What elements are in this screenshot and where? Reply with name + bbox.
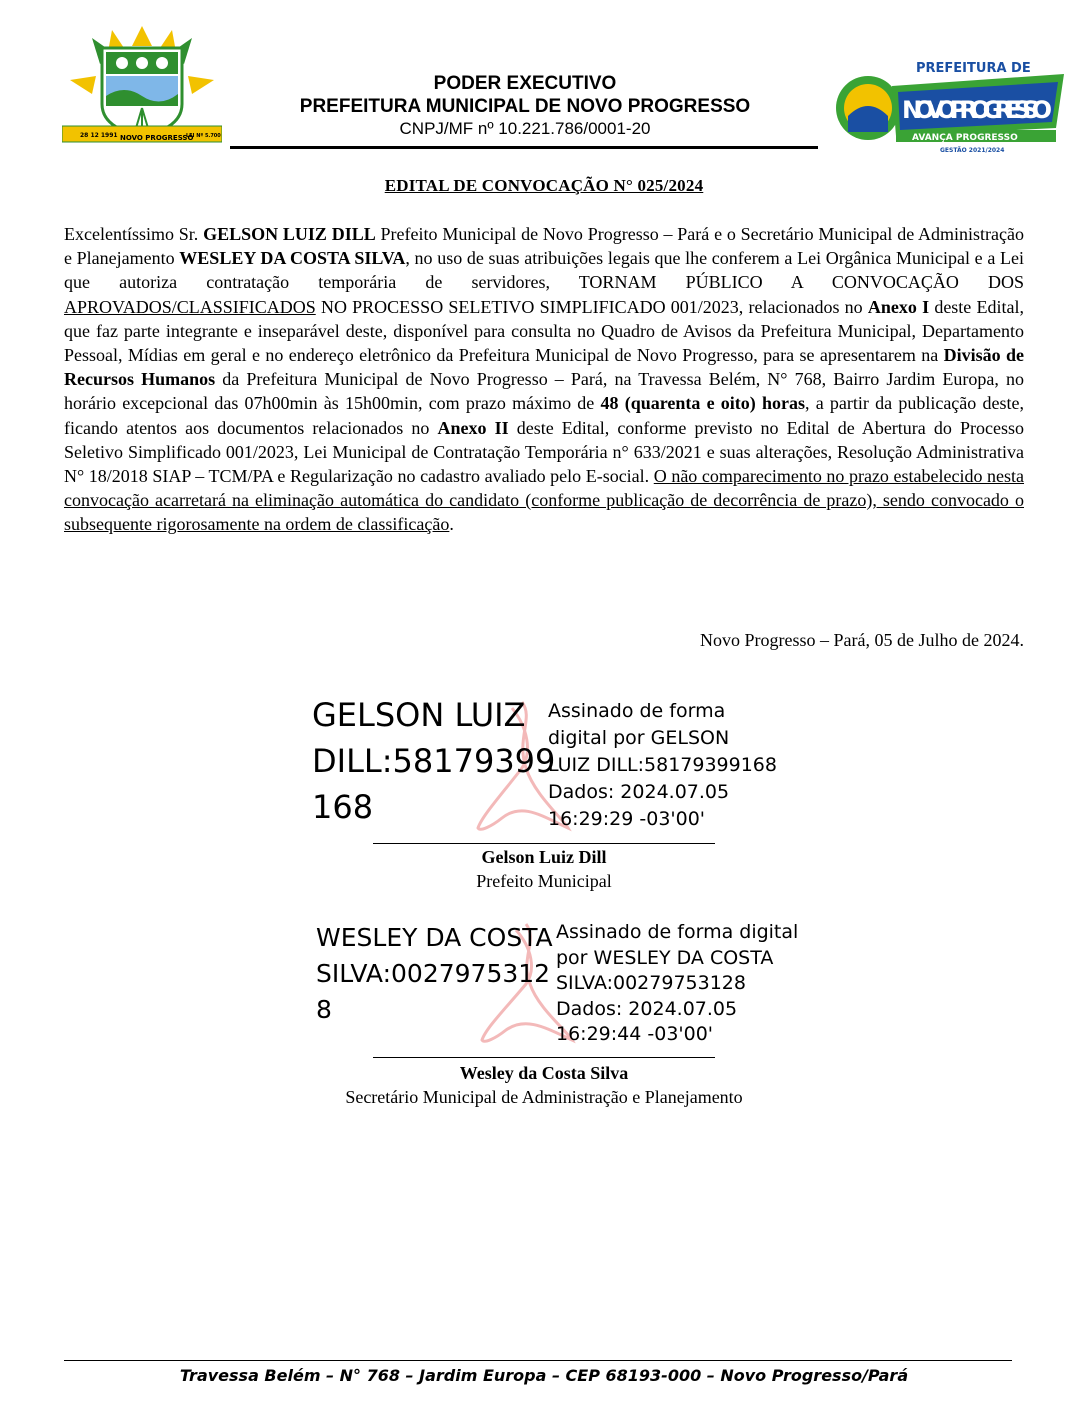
coat-of-arms-logo	[62, 24, 222, 152]
body-paragraph: Excelentíssimo Sr. GELSON LUIZ DILL Prefeito Municipal de Novo Progresso – Pará e o Secretário Municipal de Administração e Planejamento WESLEY DA COSTA SILVA, no uso de suas atribuições legais que lhe conferem a Lei Orgânica Municipal e a Lei que autoriza contratação temporária de servidores, TORNAM PÚBLICO A CONVOCAÇÃO DOS APROVADOS/CLASSIFICADOS NO PROCESSO SELETIVO SIMPLIFICADO 001/2023, relacionados no Anexo I deste Edital, que faz parte integrante e inseparável deste, disponível para consulta no Quadro de Avisos da Prefeitura Municipal, Departamento Pessoal, Mídias em geral e no endereço eletrônico da Prefeitura Municipal de Novo Progresso, para se apresentarem na Divisão de Recursos Humanos da Prefeitura Municipal de Novo Progresso – Pará, na Travessa Belém, N° 768, Bairro Jardim Europa, no horário excepcional das 07h00min às 15h00min, com prazo máximo de 48 (quarenta e oito) horas, a partir da publicação deste, ficando atentos aos documentos relacionados no Anexo II deste Edital, conforme previsto no Edital de Abertura do Processo Seletivo Simplificado 001/2023, Lei Municipal de Contratação Temporária n° 633/2021 e suas alterações, Resolução Administrativa N° 18/2018 SIAP – TCM/PA e Regularização no cadastro avaliado pelo E-social. O não comparecimento no prazo estabelecido nesta convocação acarretará na eliminação automática do candidato (conforme publicação de decorrência de prazo), sendo convocado o subsequente rigorosamente na ordem de classificação.	[64, 224, 1025, 535]
header-cnpj: CNPJ/MF nº 10.221.786/0001-20	[399, 119, 651, 138]
signature-2-name-block: WESLEY DA COSTA SILVA:0027975312 8	[316, 923, 553, 1024]
document-title: EDITAL DE CONVOCAÇÃO N° 025/2024	[384, 176, 704, 195]
header-line1: PODER EXECUTIVO	[433, 73, 617, 94]
secretary-name: WESLEY DA COSTA SILVA	[179, 248, 406, 269]
signature-1-name-block: GELSON LUIZ DILL:58179399 168	[312, 696, 556, 826]
header-line2: PREFEITURA MUNICIPAL DE NOVO PROGRESSO	[299, 96, 751, 117]
logo-term: GESTÃO 2021/2024	[940, 147, 1005, 154]
signer-1-role: Prefeito Municipal	[476, 871, 612, 891]
digital-signature-1	[312, 692, 792, 842]
logo-top-text: PREFEITURA DE	[916, 61, 1031, 76]
coat-name: NOVO PROGRESSO	[120, 134, 194, 142]
coat-date: 28 12 1991	[80, 132, 118, 139]
signature-1-details: Assinado de forma digital por GELSON LUIZ DILL:58179399168 Dados: 2024.07.05 16:29:29 -03'00'	[548, 700, 777, 830]
signature-line-2	[373, 1057, 715, 1058]
logo-slogan: AVANÇA PROGRESSO	[912, 133, 1018, 143]
letterhead	[230, 72, 820, 140]
digital-signature-2	[316, 920, 799, 1050]
novo-progresso-logo	[836, 56, 1068, 160]
mayor-name: GELSON LUIZ DILL	[203, 224, 376, 244]
signature-line-1	[373, 843, 715, 844]
signer-2-role: Secretário Municipal de Administração e Planejamento	[345, 1087, 743, 1107]
coat-law: LEI Nº 5.700	[186, 133, 221, 139]
date-line: Novo Progresso – Pará, 05 de Julho de 2024.	[700, 630, 1024, 650]
signature-2-details: Assinado de forma digital por WESLEY DA COSTA SILVA:00279753128 Dados: 2024.07.05 16:29:44 -03'00'	[556, 921, 799, 1045]
footer-address: Travessa Belém – N° 768 – Jardim Europa – CEP 68193-000 – Novo Progresso/Pará	[179, 1366, 909, 1385]
warning-text: O não comparecimento no prazo estabelecido nesta convocação acarretará na eliminação automática do candidato (conforme publicação de decorrência de prazo), sendo convocado o subsequente rigorosamente na ordem de classificação	[64, 466, 1025, 535]
logo-main-text: NOVO PROGRESSO	[902, 96, 1052, 124]
footer-rule	[64, 1360, 1012, 1361]
signer-2-name: Wesley da Costa Silva	[459, 1063, 629, 1083]
signer-1-name: Gelson Luiz Dill	[481, 847, 607, 867]
header-rule	[230, 146, 818, 149]
